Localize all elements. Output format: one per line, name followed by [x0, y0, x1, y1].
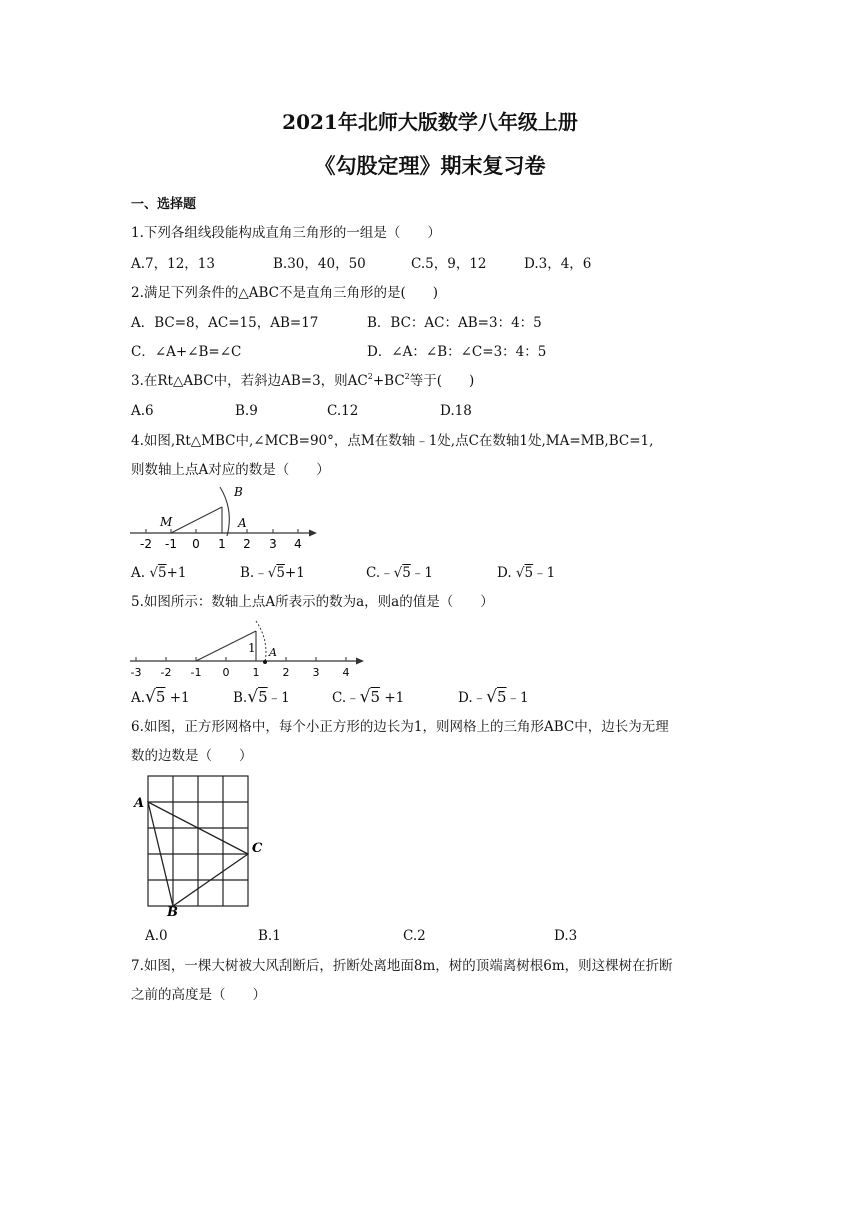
q5-stem: 5.如图所示：数轴上点A所表示的数为a，则a的值是（ ）	[131, 594, 494, 610]
q5-tick-label: -2	[160, 666, 172, 679]
q5-option-a: A.√5 +1	[131, 687, 190, 707]
q3-option-c: C.12	[327, 403, 359, 419]
q4-tick-label: 3	[269, 537, 277, 551]
q2-option-b: B．BC：AC：AB=3：4：5	[367, 315, 542, 331]
q4-tick-label: -1	[165, 537, 177, 551]
q5-tick-label: 2	[282, 666, 290, 679]
section-heading: 一、选择题	[131, 197, 197, 212]
q3-option-d: D.18	[440, 403, 472, 419]
q1-option-b: B.30，40，50	[273, 256, 366, 272]
q5-tick-label: -1	[190, 666, 202, 679]
q6-stem-line2: 数的边数是（ ）	[131, 748, 253, 764]
q5-number-line-figure	[128, 618, 368, 680]
q5-tick-label: 1	[252, 666, 260, 679]
q3-stem: 3.在Rt△ABC中，若斜边AB=3，则$AC^2+BC^2$等于( )	[131, 372, 475, 389]
q6-option-a: A.0	[145, 928, 168, 944]
q5-label-one: 1	[248, 641, 256, 655]
q5-option-d: D.﹣√5﹣1	[458, 687, 529, 707]
q4-tick-label: 2	[243, 537, 251, 551]
q2-option-a: A．BC=8，AC=15，AB=17	[131, 315, 319, 331]
q5-option-c: C.﹣√5 +1	[332, 687, 405, 707]
q6-option-c: C.2	[403, 928, 426, 944]
q1-option-c: C.5，9，12	[411, 256, 487, 272]
q6-option-b: B.1	[258, 928, 281, 944]
q4-option-c: C.﹣√5﹣1	[366, 565, 433, 581]
q2-option-c: C．∠A+∠B=∠C	[131, 344, 242, 360]
q6-label-b: B	[167, 905, 178, 920]
q3-option-b: B.9	[235, 403, 258, 419]
q4-label-b: B	[234, 485, 243, 499]
q4-stem-line1: 4.如图,Rt△MBC中,∠MCB=90°，点M在数轴﹣1处,点C在数轴1处,MA=MB,BC=1,	[131, 433, 654, 449]
q4-label-a: A	[238, 516, 247, 530]
q5-option-b: B.√5﹣1	[233, 687, 290, 707]
q6-option-d: D.3	[554, 928, 578, 944]
q4-tick-label: 4	[294, 537, 302, 551]
q2-option-d: D．∠A：∠B：∠C=3：4：5	[367, 344, 547, 360]
q6-grid-figure	[130, 772, 270, 920]
q5-tick-label: 3	[312, 666, 320, 679]
page-title: 2021年北师大版数学八年级上册	[282, 110, 578, 134]
q1-option-d: D.3，4，6	[524, 256, 592, 272]
q6-label-a: A	[134, 796, 145, 811]
q4-option-b: B.﹣√5+1	[240, 565, 305, 581]
page-subtitle: 《勾股定理》期末复习卷	[314, 153, 546, 178]
q4-option-a: A. √5+1	[131, 565, 187, 581]
q1-stem: 1.下列各组线段能构成直角三角形的一组是（ ）	[131, 225, 441, 241]
q5-tick-label: -3	[130, 666, 142, 679]
q7-stem-line2: 之前的高度是（ ）	[131, 987, 266, 1003]
q4-stem-line2: 则数轴上点A对应的数是（ ）	[131, 462, 330, 478]
q4-tick-label: 0	[192, 537, 200, 551]
q4-tick-label: -2	[140, 537, 152, 551]
q4-number-line-figure	[128, 484, 320, 554]
q2-stem: 2.满足下列条件的△ABC不是直角三角形的是( )	[131, 285, 439, 301]
q1-option-a: A.7，12，13	[131, 256, 215, 272]
q4-tick-label: 1	[218, 537, 226, 551]
q4-option-d: D. √5﹣1	[497, 565, 556, 581]
q6-stem-line1: 6.如图，正方形网格中，每个小正方形的边长为1，则网格上的三角形ABC中，边长为无理	[131, 719, 669, 735]
q3-option-a: A.6	[131, 403, 154, 419]
q5-tick-label: 4	[342, 666, 350, 679]
q6-label-c: C	[252, 841, 263, 856]
q4-label-m: M	[160, 515, 173, 529]
q5-label-a: A	[269, 646, 277, 659]
q5-tick-label: 0	[222, 666, 230, 679]
q7-stem-line1: 7.如图，一棵大树被大风刮断后，折断处离地面8m，树的顶端离树根6m，则这棵树在折断	[131, 958, 673, 974]
